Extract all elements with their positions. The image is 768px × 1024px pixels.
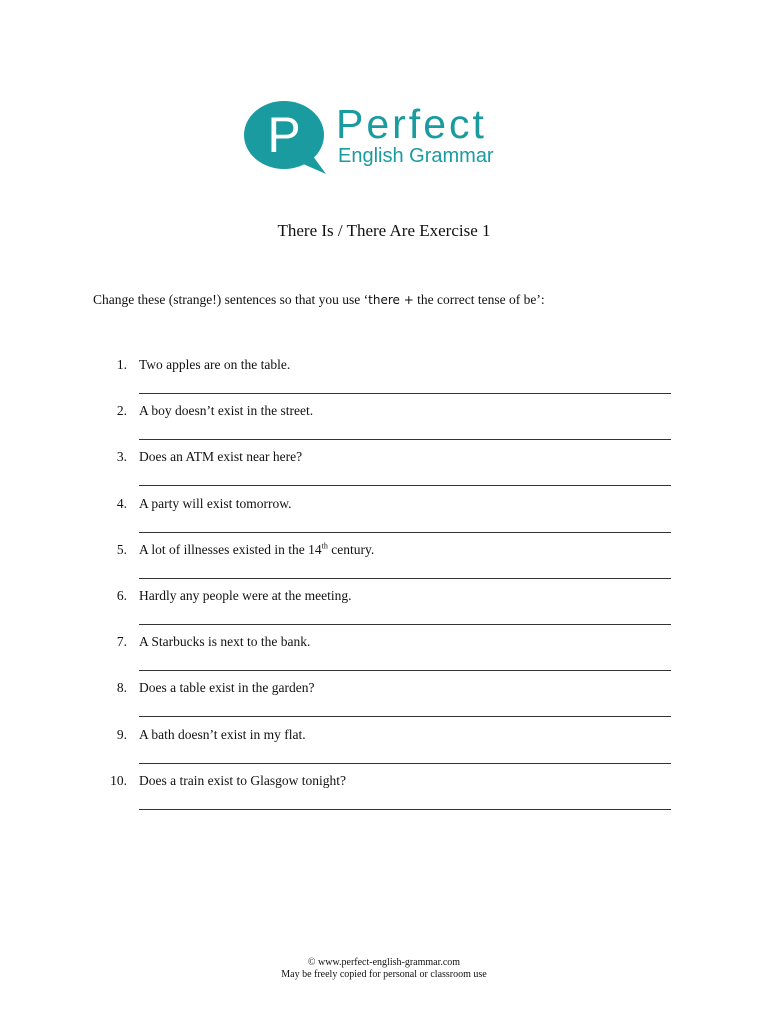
question-text: A boy doesn’t exist in the street. (139, 403, 314, 419)
question-text (139, 541, 374, 559)
answer-line[interactable] (139, 578, 671, 579)
question-number: 3. (116, 449, 127, 465)
logo-word-english-grammar: English Grammar (338, 145, 494, 167)
question-number: 4. (116, 495, 127, 511)
answer-line[interactable] (139, 393, 671, 394)
answer-line[interactable] (139, 809, 671, 810)
question-item-4 (0, 494, 768, 540)
question-item-10 (0, 771, 768, 817)
speech-bubble-logo-icon (244, 100, 330, 176)
question-item-7 (0, 632, 768, 678)
question-text-before: A lot of illnesses existed in the 14 (139, 541, 322, 557)
question-item-3 (0, 447, 768, 493)
answer-line[interactable] (139, 439, 671, 440)
question-number: 10. (110, 772, 127, 788)
answer-line[interactable] (139, 624, 671, 625)
logo-letter: P (267, 107, 301, 163)
ordinal-superscript: th (321, 541, 328, 551)
logo-word-perfect: Perfect (336, 101, 487, 147)
question-number: 9. (116, 726, 127, 742)
answer-line[interactable] (139, 670, 671, 671)
question-text: Two apples are on the table. (139, 357, 291, 372)
instructions-text-after: the correct tense of be’: (413, 292, 545, 307)
answer-line[interactable] (139, 532, 671, 533)
question-text: A bath doesn’t exist in my flat. (139, 726, 306, 742)
question-text: A Starbucks is next to the bank. (139, 634, 311, 650)
footer-copyright: © www.perfect-english-grammar.com (307, 957, 461, 968)
question-text: Does a table exist in the garden? (139, 680, 315, 696)
page-title: There Is / There Are Exercise 1 (277, 221, 491, 240)
question-text-after: century. (327, 541, 375, 557)
question-number: 1. (116, 357, 127, 372)
question-item-5 (0, 540, 768, 586)
answer-line[interactable] (139, 485, 671, 486)
question-text: Does an ATM exist near here? (139, 449, 303, 465)
question-item-9 (0, 725, 768, 771)
question-text: Hardly any people were at the meeting. (139, 587, 352, 603)
question-number: 5. (116, 541, 127, 557)
question-text: Does a train exist to Glasgow tonight? (139, 772, 346, 788)
question-number: 8. (116, 680, 127, 696)
question-item-6 (0, 586, 768, 632)
answer-line[interactable] (139, 763, 671, 764)
instructions-highlight: there + (368, 293, 414, 307)
question-number: 2. (116, 403, 127, 419)
question-number: 6. (116, 587, 127, 603)
question-number: 7. (116, 634, 127, 650)
question-text: A party will exist tomorrow. (139, 495, 292, 511)
instructions-text-before: Change these (strange!) sentences so that you use ‘ (93, 292, 369, 307)
question-item-1 (0, 355, 768, 401)
footer (0, 957, 768, 981)
question-item-8 (0, 678, 768, 724)
question-list (0, 355, 768, 817)
instructions (93, 291, 545, 309)
logo (244, 100, 534, 176)
answer-line[interactable] (139, 716, 671, 717)
footer-usage-note: May be freely copied for personal or classroom use (281, 969, 487, 980)
question-item-2 (0, 401, 768, 447)
